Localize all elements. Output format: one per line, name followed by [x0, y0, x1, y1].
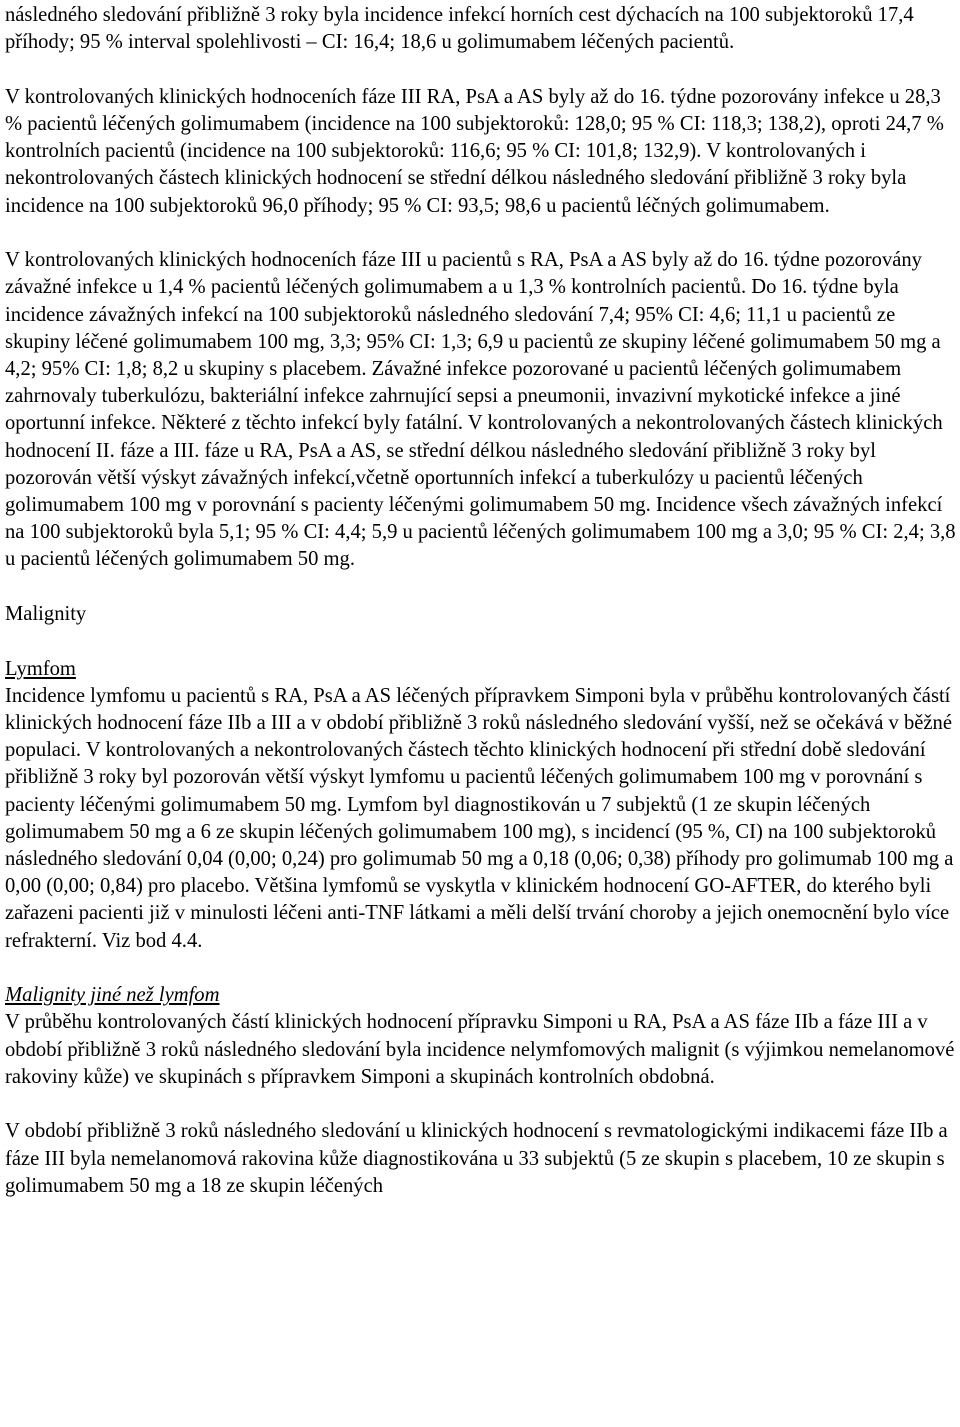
paragraph-other-malignancies: V průběhu kontrolovaných částí klinických hodnocení přípravku Simponi u RA, PsA a AS fáze IIb a fáze III a v období přibližně 3 roků následného sledování byla incidence nelymfomových malignit (s výjimkou nemelanomové rakoviny kůže) ve skupinách s přípravkem Simponi a skupinách kontrolních obdobná.	[5, 1011, 955, 1088]
subheading-other-malignancies: Malignity jiné než lymfom	[5, 984, 220, 1007]
paragraph-lymfom: Incidence lymfomu u pacientů s RA, PsA a AS léčených přípravkem Simponi byla v průběhu kontrolovaných částí klinických hodnocení fáze IIb a III a v období přibližně 3 roků následného sledování vyšší, než se očekává v běžné populaci. V kontrolovaných a nekontrolovaných částech těchto klinických hodnocení při střední době sledování přibližně 3 roky byl pozorován větší výskyt lymfomu u pacientů léčených golimumabem 100 mg v porovnání s pacienty léčenými golimumabem 50 mg. Lymfom byl diagnostikován u 7 subjektů (1 ze skupin léčených golimumabem 50 mg a 6 ze skupin léčených golimumabem 100 mg), s incidencí (95 %, CI) na 100 subjektoroků následného sledování 0,04 (0,00; 0,24) pro golimumab 50 mg a 0,18 (0,06; 0,38) příhody pro golimumab 100 mg a 0,00 (0,00; 0,84) pro placebo. Většina lymfomů se vyskytla v klinickém hodnocení GO-AFTER, do kterého byli zařazeni pacienti již v minulosti léčeni anti-TNF látkami a měli delší trvání choroby a jejich onemocnění bylo více refrakterní. Viz bod 4.4.	[5, 684, 954, 952]
paragraph-skin-cancer: V období přibližně 3 roků následného sledování u klinických hodnocení s revmatologickými indikacemi fáze IIb a fáze III byla nemelanomová rakovina kůže diagnostikována u 33 subjektů (5 ze skupin s placebem, 10 ze skupin s golimumabem 50 mg a 18 ze skupin léčených	[5, 1120, 948, 1197]
paragraph-infections-week16: V kontrolovaných klinických hodnoceních fáze III RA, PsA a AS byly až do 16. týdne pozorovány infekce u 28,3 % pacientů léčených golimumabem (incidence na 100 subjektoroků: 128,0; 95 % CI: 118,3; 138,2), oproti 24,7 % kontrolních pacientů (incidence na 100 subjektoroků: 116,6; 95 % CI: 101,8; 132,9). V kontrolovaných i nekontrolovaných částech klinických hodnocení se střední délkou následného sledování přibližně 3 roky byla incidence na 100 subjektoroků 96,0 příhody; 95 % CI: 93,5; 98,6 u pacientů léčných golimumabem.	[5, 85, 944, 217]
paragraph-serious-infections: V kontrolovaných klinických hodnoceních fáze III u pacientů s RA, PsA a AS byly až do 16. týdne pozorovány závažné infekce u 1,4 % pacientů léčených golimumabem a u 1,3 % kontrolních pacientů. Do 16. týdne byla incidence závažných infekcí na 100 subjektoroků následného sledování 7,4; 95% CI: 4,6; 11,1 u pacientů ze skupiny léčené golimumabem 100 mg, 3,3; 95% CI: 1,3; 6,9 u pacientů ze skupiny léčené golimumabem 50 mg a 4,2; 95% CI: 1,8; 8,2 u skupiny s placebem. Závažné infekce pozorované u pacientů léčených golimumabem zahrnovaly tuberkulózu, bakteriální infekce zahrnující sepsi a pneumonii, invazivní mykotické infekce a jiné oportunní infekce. Některé z těchto infekcí byly fatální. V kontrolovaných a nekontrolovaných částech klinických hodnocení II. fáze a III. fáze u RA, PsA a AS, se střední délkou následného sledování přibližně 3 roky byl pozorován větší výskyt závažných infekcí,včetně oportunních infekcí a tuberkulózy u pacientů léčených golimumabem 100 mg v porovnání s pacienty léčenými golimumabem 50 mg. Incidence všech závažných infekcí na 100 subjektoroků byla 5,1; 95 % CI: 4,4; 5,9 u pacientů léčených golimumabem 100 mg a 3,0; 95 % CI: 2,4; 3,8 u pacientů léčených golimumabem 50 mg.	[5, 249, 956, 571]
paragraph-upper-respiratory-infections: následného sledování přibližně 3 roky byla incidence infekcí horních cest dýchacích na 100 subjektoroků 17,4 příhody; 95 % interval spolehlivosti – CI: 16,4; 18,6 u golimumabem léčených pacientů.	[5, 4, 914, 54]
document-page	[5, 2, 957, 1200]
subheading-lymfom: Lymfom	[5, 657, 76, 680]
section-heading-malignity: Malignity	[5, 603, 87, 626]
